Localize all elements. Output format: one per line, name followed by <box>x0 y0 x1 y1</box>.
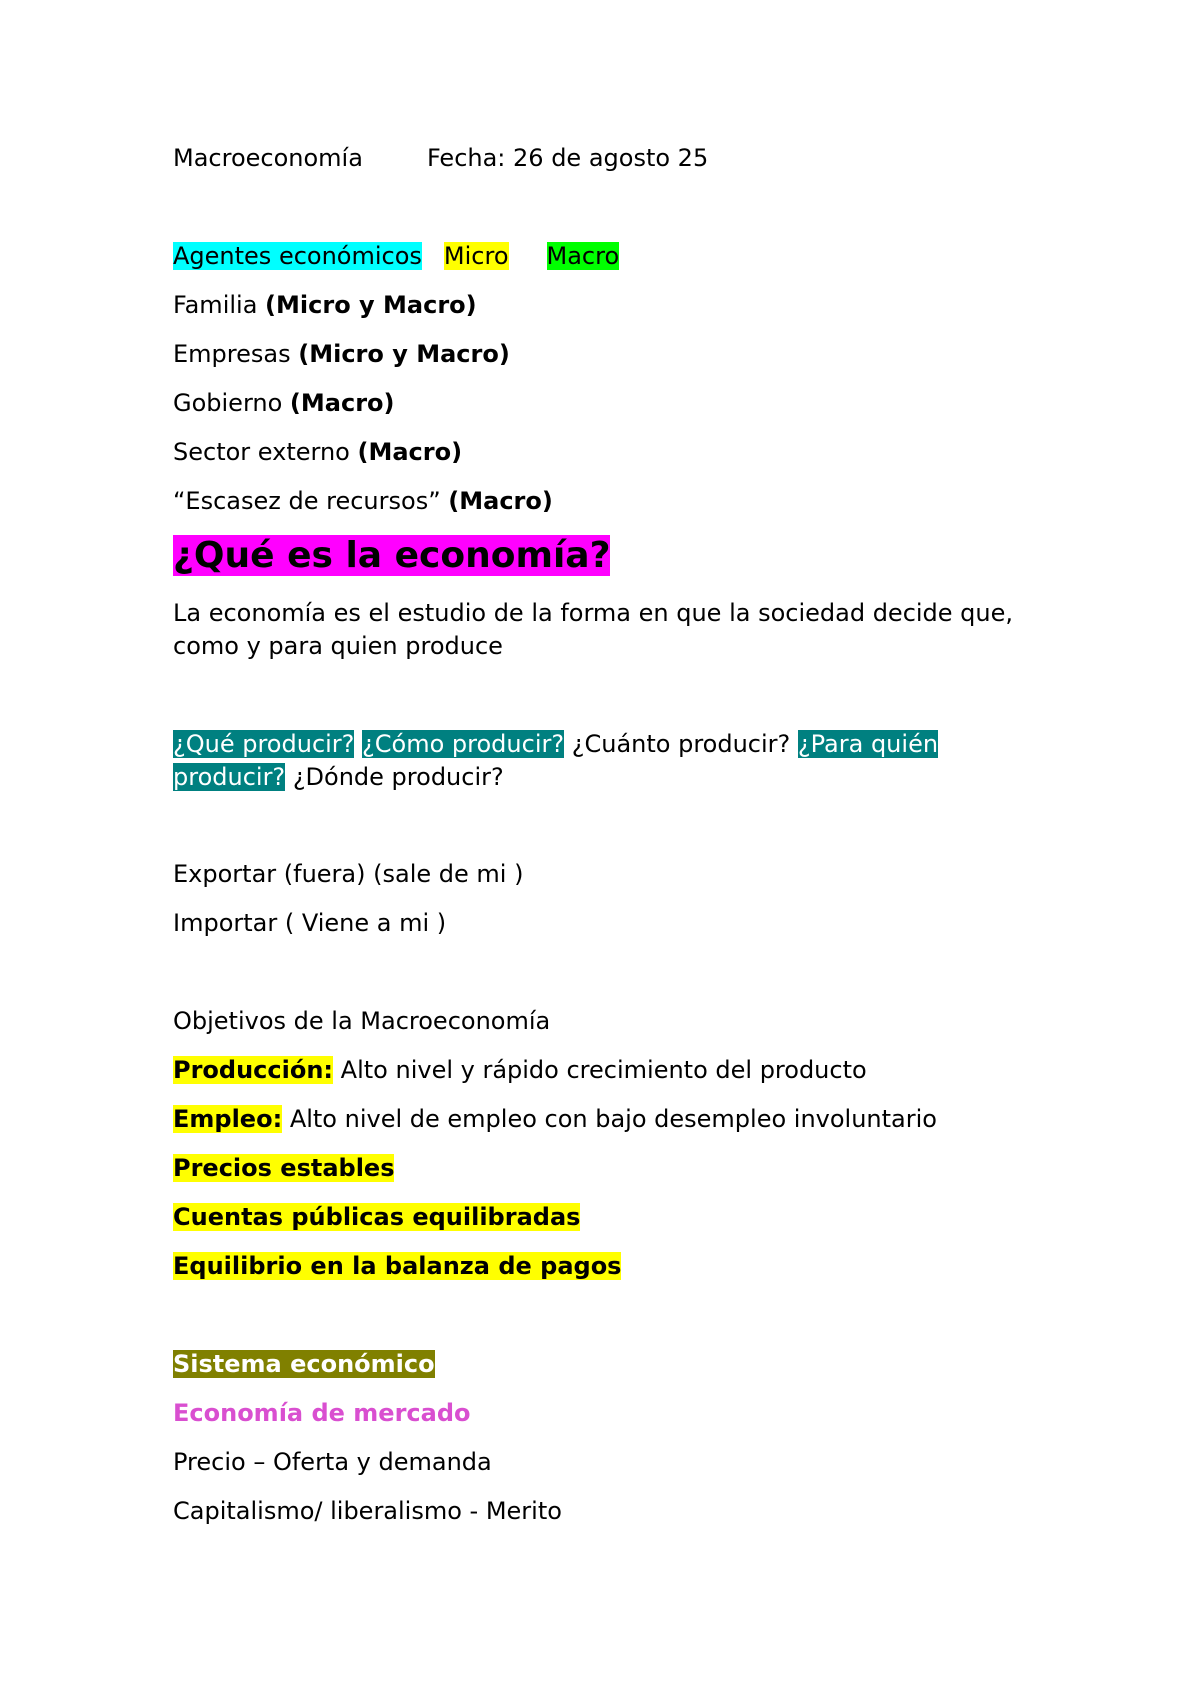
question-for-whom: ¿Para quién producir? <box>173 730 939 791</box>
prices-label: Precios estables <box>173 1154 395 1182</box>
micro-label: Micro <box>443 242 509 270</box>
employment-text: Alto nivel de empleo con bajo desempleo involuntario <box>289 1105 937 1133</box>
import-line: Importar ( Viene a mi ) <box>173 909 447 937</box>
objective-employment <box>173 1103 937 1135</box>
employment-label: Empleo: <box>173 1105 283 1133</box>
question-where: ¿Dónde producir? <box>292 763 504 791</box>
price-line: Precio – Oferta y demanda <box>173 1448 492 1476</box>
economy-heading-line <box>173 533 610 579</box>
balance-label: Equilibrio en la balanza de pagos <box>173 1252 622 1280</box>
agent-tag: (Micro y Macro) <box>265 291 477 319</box>
economy-title: ¿Qué es la economía? <box>173 535 611 576</box>
agent-name: Gobierno <box>173 389 290 417</box>
question-how-much: ¿Cuánto producir? <box>571 730 791 758</box>
system-heading-line <box>173 1348 435 1380</box>
question-what: ¿Qué producir? <box>173 730 355 758</box>
objective-balance <box>173 1250 621 1282</box>
agents-heading: Agentes económicos <box>173 242 422 270</box>
production-text: Alto nivel y rápido crecimiento del producto <box>340 1056 867 1084</box>
objective-production <box>173 1054 867 1086</box>
objective-prices <box>173 1152 394 1184</box>
agent-item-familia <box>173 289 477 321</box>
objective-public-accounts <box>173 1201 580 1233</box>
date-label: Fecha: 26 de agosto 25 <box>426 144 709 172</box>
header-line <box>173 142 708 174</box>
public-accounts-label: Cuentas públicas equilibradas <box>173 1203 581 1231</box>
export-line: Exportar (fuera) (sale de mi ) <box>173 860 524 888</box>
questions-paragraph <box>173 728 1053 794</box>
agent-tag: (Macro) <box>448 487 553 515</box>
agents-heading-line <box>173 240 619 272</box>
agent-tag: (Macro) <box>289 389 395 417</box>
agent-name: “Escasez de recursos” <box>173 487 441 515</box>
agent-item-escasez <box>173 485 553 517</box>
capitalism-line: Capitalismo/ liberalismo - Merito <box>173 1497 562 1525</box>
agent-tag: (Macro) <box>357 438 463 466</box>
agent-name: Sector externo <box>173 438 358 466</box>
course-title: Macroeconomía <box>173 144 363 172</box>
production-label: Producción: <box>173 1056 334 1084</box>
economy-definition: La economía es el estudio de la forma en que la sociedad decide que, como y para quien produce <box>173 599 1014 660</box>
agent-name: Empresas <box>173 340 299 368</box>
agent-tag: (Micro y Macro) <box>298 340 510 368</box>
system-heading: Sistema económico <box>173 1350 435 1378</box>
agent-item-gobierno <box>173 387 395 419</box>
macro-label: Macro <box>546 242 620 270</box>
agent-item-empresas <box>173 338 510 370</box>
market-economy-heading: Economía de mercado <box>173 1399 471 1427</box>
agent-item-sector-externo <box>173 436 462 468</box>
question-how: ¿Cómo producir? <box>362 730 565 758</box>
agent-name: Familia <box>173 291 258 319</box>
objectives-heading: Objetivos de la Macroeconomía <box>173 1007 551 1035</box>
